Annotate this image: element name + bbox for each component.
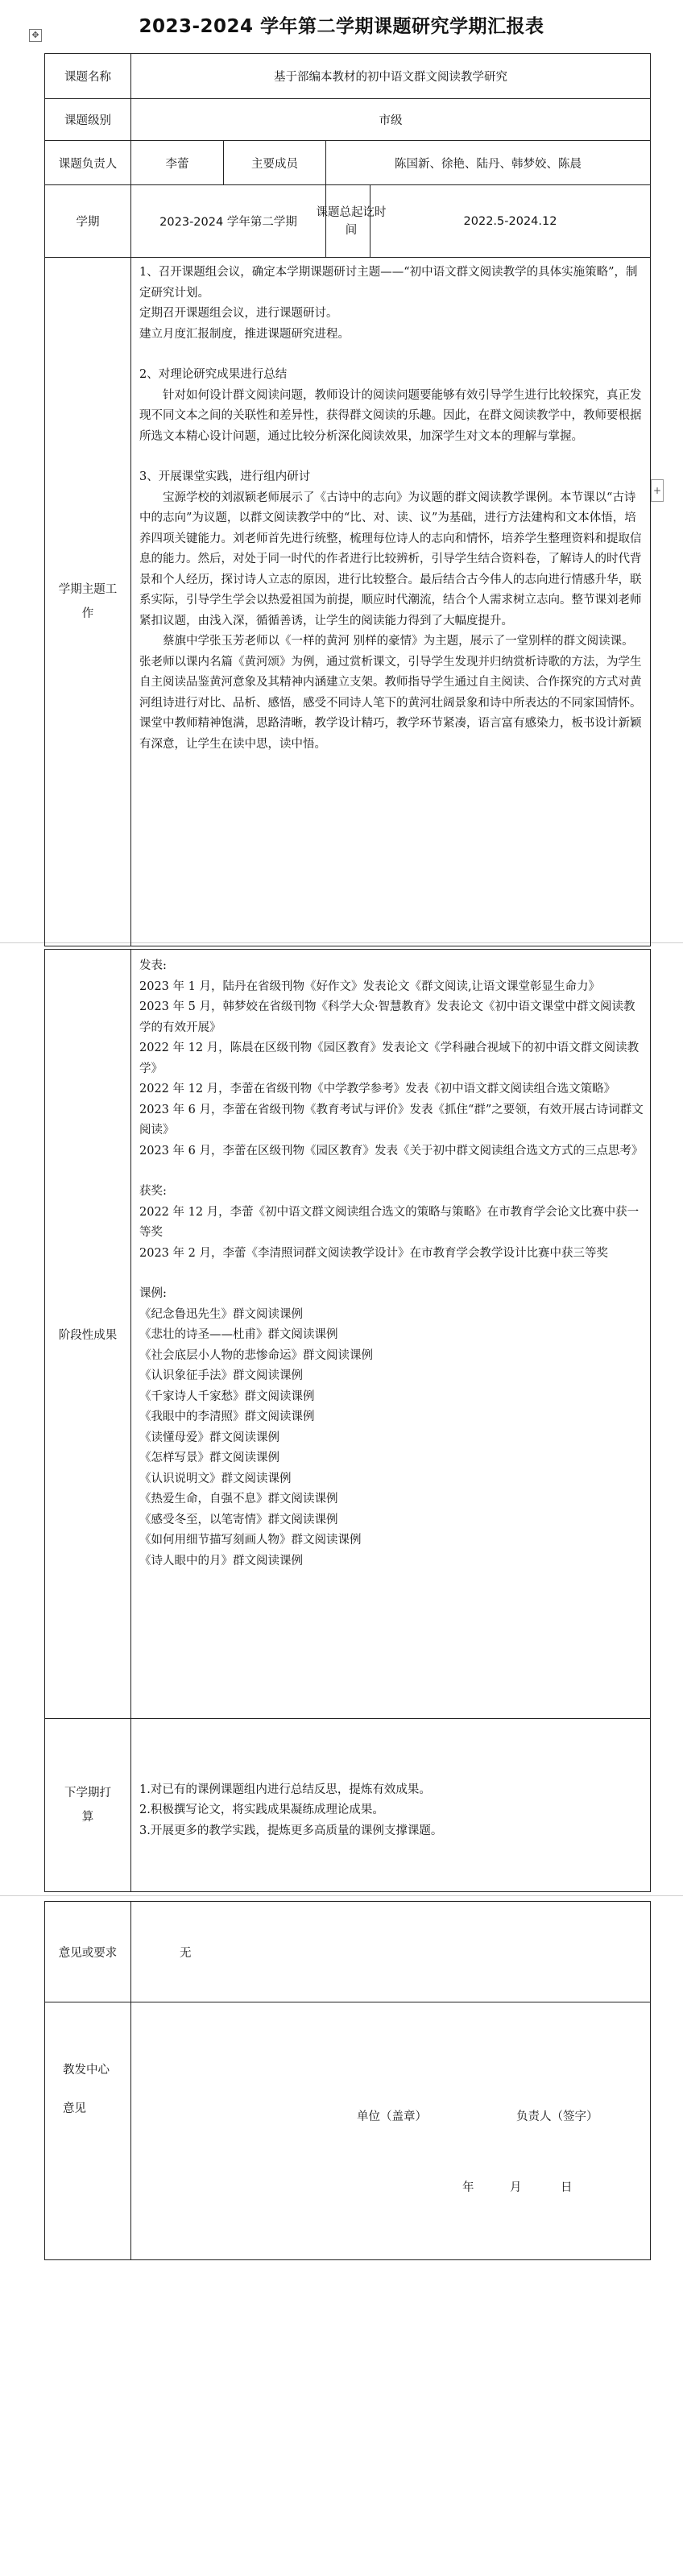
work-paragraph: 3、开展课堂实践，进行组内研讨: [139, 470, 311, 483]
term-value: 2023-2024 学年第二学期: [131, 185, 326, 258]
pub-heading: 发表:: [139, 959, 167, 972]
members-value: 陈国新、徐艳、陆丹、韩梦姣、陈晨: [326, 141, 651, 185]
lesson-item: 《认识象征手法》群文阅读课例: [139, 1369, 303, 1382]
award-item: 2023 年 2 月，李蕾《李清照词群文阅读教学设计》在市教育学会教学设计比赛中获三等奖: [139, 1246, 608, 1260]
report-table-page2: [44, 949, 651, 1892]
next-label: 下学期打算: [45, 1719, 131, 1892]
work-paragraph: 宝源学校的刘淑颖老师展示了《古诗中的志向》为议题的群文阅读教学课例。本节课以“古诗中的志向”为议题，以群文阅读教学中的“比、对、读、议”为基础，进行方法建构和文本体悟，培养四项关键能力。刘老师首先进行统整，梳理每位诗人的志向和情怀，培养学生整理资料和提取信息的能力。然后，对处于同一时代的作者进行比较辨析，引导学生结合资料卷，了解诗人的时代背景和个人经历，探讨诗人立志的原因，进行比较整合。最后结合古今伟人的志向进行情感升华，联系实际，引导学生学会以热爱祖国为前提，顺应时代潮流，结合个人需求树立志向。整节课刘老师紧扣议题，由浅入深，循循善诱，让学生的阅读能力得到了大幅度提升。: [139, 491, 642, 627]
opinion-value: 无: [131, 1902, 651, 2002]
lesson-item: 《悲壮的诗圣——杜甫》群文阅读课例: [139, 1328, 338, 1341]
next-item: 3.开展更多的教学实践，提炼更多高质量的课例支撑课题。: [139, 1824, 443, 1837]
lesson-item: 《如何用细节描写刻画人物》群文阅读课例: [139, 1534, 362, 1547]
work-paragraph: 针对如何设计群文阅读问题，教师设计的阅读问题要能够有效引导学生进行比较探究，真正发现不同文本之间的关联性和差异性，获得群文阅读的乐趣。因此，在群文阅读教学中，教师要根据所选文本精心设计问题，通过比较分析深化阅读效果，加深学生对文本的理解与掌握。: [139, 388, 642, 443]
report-table-page1: [44, 53, 651, 946]
leader-value: 李蕾: [131, 141, 224, 185]
award-heading: 获奖:: [139, 1185, 167, 1198]
pub-item: 2023 年 1 月，陆丹在省级刊物《好作文》发表论文《群文阅读,让语文课堂彰显生命力》: [139, 979, 601, 993]
period-label: 课题总起讫时间: [326, 185, 370, 258]
lesson-item: 《纪念鲁迅先生》群文阅读课例: [139, 1307, 303, 1321]
date-month-label: 月: [510, 2181, 522, 2194]
members-label: 主要成员: [224, 141, 326, 185]
lesson-item: 《怎样写景》群文阅读课例: [139, 1452, 279, 1464]
work-paragraph: 蔡旗中学张玉芳老师以《一样的黄河 别样的豪情》为主题，展示了一堂别样的群文阅读课。张老师以课内名篇《黄河颂》为例，通过赏析课文，引导学生发现并归纳赏析诗歌的方法，为学生自主阅读品鉴黄河意象及其精神内涵建立支架。教师指导学生通过自主阅读、合作探究的方式对黄河组诗进行对比、品析、感悟，感受不同诗人笔下的黄河壮阔景象和诗中所表达的不同家国情怀。课堂中教师精神饱满，思路清晰，教学设计精巧，教学环节紧凑，语言富有感染力，板书设计新颖有深意，让学生在读中思，读中悟。: [139, 635, 642, 751]
center-label: 教发中心 意见: [45, 2002, 131, 2260]
term-label: 学期: [45, 185, 131, 258]
work-paragraph: 2、对理论研究成果进行总结: [139, 368, 288, 381]
pub-item: 2022 年 12 月，李蕾在省级刊物《中学教学参考》发表《初中语文群文阅读组合选文策略》: [139, 1083, 616, 1095]
lesson-item: 《诗人眼中的月》群文阅读课例: [139, 1554, 303, 1568]
topic-label: 课题名称: [45, 54, 131, 99]
work-content: [131, 258, 651, 946]
date-day-label: 日: [561, 2181, 573, 2194]
opinion-label: 意见或要求: [45, 1902, 131, 2002]
work-paragraph: 建立月度汇报制度，推进课题研究进程。: [139, 327, 350, 341]
add-column-handle-icon[interactable]: +: [651, 479, 664, 502]
work-paragraph: 定期召开课题组会议，进行课题研讨。: [139, 307, 338, 320]
lesson-item: 《社会底层小人物的悲惨命运》群文阅读课例: [139, 1348, 373, 1362]
lesson-item: 《热爱生命，自强不息》群文阅读课例: [139, 1493, 338, 1505]
level-value: 市级: [131, 99, 651, 141]
leader-label: 课题负责人: [45, 141, 131, 185]
date-year-label: 年: [462, 2181, 474, 2194]
center-opinion-area: [131, 2002, 651, 2260]
work-label: 学期主题工作: [45, 258, 131, 946]
next-content: [131, 1719, 651, 1892]
page-title: 2023-2024 学年第二学期课题研究学期汇报表: [139, 16, 544, 37]
pub-item: 2022 年 12 月，陈晨在区级刊物《园区教育》发表论文《学科融合视域下的初中语文群文阅读教学》: [139, 1042, 640, 1075]
lesson-item: 《读懂母爱》群文阅读课例: [139, 1431, 279, 1444]
pub-item: 2023 年 6 月，李蕾在省级刊物《教育考试与评价》发表《抓住“群”之要领，有效开展古诗词群文阅读》: [139, 1103, 644, 1137]
results-label: 阶段性成果: [45, 950, 131, 1719]
next-item: 1.对已有的课例课题组内进行总结反思，提炼有效成果。: [139, 1783, 431, 1796]
next-item: 2.积极撰写论文，将实践成果凝练成理论成果。: [139, 1804, 384, 1817]
work-paragraph: 1、召开课题组会议，确定本学期课题研讨主题——“初中语文群文阅读教学的具体实施策略”，制定研究计划。: [139, 266, 638, 300]
lesson-item: 《千家诗人千家愁》群文阅读课例: [139, 1389, 315, 1403]
topic-value: 基于部编本教材的初中语文群文阅读教学研究: [131, 54, 651, 99]
page-divider: [0, 1895, 683, 1896]
lesson-item: 《认识说明文》群文阅读课例: [139, 1472, 292, 1485]
report-table-page3: [44, 1901, 651, 2260]
period-value: 2022.5-2024.12: [370, 185, 651, 258]
pub-item: 2023 年 6 月，李蕾在区级刊物《园区教育》发表《关于初中群文阅读组合选文方式的三点思考》: [139, 1144, 644, 1158]
level-label: 课题级别: [45, 99, 131, 141]
results-content: [131, 950, 651, 1719]
signer-label: 负责人（签字）: [516, 2110, 598, 2123]
lesson-item: 《我眼中的李清照》群文阅读课例: [139, 1410, 315, 1423]
pub-item: 2023 年 5 月，韩梦姣在省级刊物《科学大众·智慧教育》发表论文《初中语文课堂中群文阅读教学的有效开展》: [139, 1000, 635, 1034]
lesson-heading: 课例:: [139, 1287, 167, 1300]
award-item: 2022 年 12 月，李蕾《初中语文群文阅读组合选文的策略与策略》在市教育学会论文比赛中获一等奖: [139, 1205, 640, 1239]
table-move-handle-icon[interactable]: ✥: [29, 29, 42, 42]
lesson-item: 《感受冬至，以笔寄情》群文阅读课例: [139, 1513, 338, 1526]
unit-seal-label: 单位（盖章）: [357, 2110, 427, 2123]
